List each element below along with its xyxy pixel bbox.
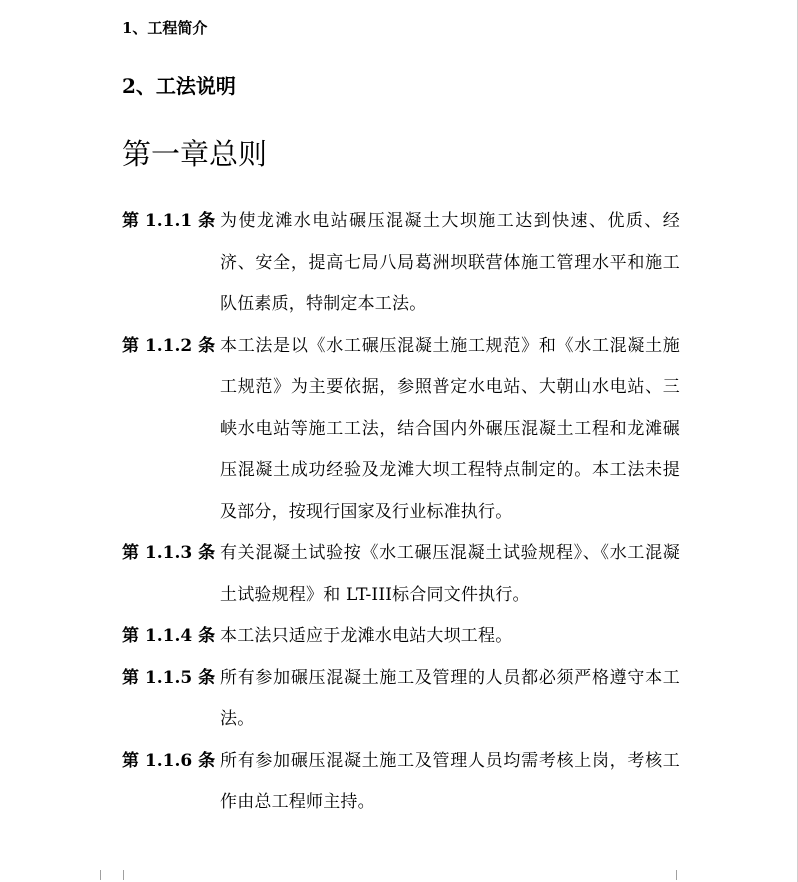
article-text: 本工法是以《水工碾压混凝土施工规范》和《水工混凝土施工规范》为主要依据，参照普定水电站、大朝山水电站、三峡水电站等施工工法，结合国内外碾压混凝土工程和龙滩碾压混凝土成功经验及龙滩大坝工程特点制定的。本工法未提及部分，按现行国家及行业标准执行。 [220,335,680,522]
article-label: 第 1.1.5 条 [122,667,216,688]
page-corner-mark-left [100,870,124,880]
article-list [122,201,682,824]
article-text: 所有参加碾压混凝土施工及管理人员均需考核上岗，考核工作由总工程师主持。 [220,750,680,812]
article-label: 第 1.1.1 条 [122,211,216,231]
article-1-1-1 [122,201,682,326]
chapter-title: 第一章总则 [122,137,268,171]
article-1-1-5 [122,658,682,741]
article-1-1-6 [122,741,682,824]
article-1-1-3 [122,533,682,616]
article-label: 第 1.1.2 条 [122,335,216,356]
article-label: 第 1.1.6 条 [122,750,216,771]
article-text: 有关混凝土试验按《水工碾压混凝土试验规程》、《水工混凝土试验规程》和 LT-III标合同文件执行。 [220,543,680,605]
article-text: 所有参加碾压混凝土施工及管理的人员都必须严格遵守本工法。 [220,667,680,729]
article-1-1-4 [122,616,682,658]
article-label: 第 1.1.3 条 [122,543,216,563]
article-text: 本工法只适应于龙滩水电站大坝工程。 [220,626,513,646]
article-text: 为使龙滩水电站碾压混凝土大坝施工达到快速、优质、经济、安全，提高七局八局葛洲坝联营体施工管理水平和施工队伍素质，特制定本工法。 [220,211,680,314]
section-heading-project-intro: 1、工程简介 [122,19,208,37]
article-1-1-2 [122,326,682,534]
page-corner-mark-right [676,870,699,880]
article-label: 第 1.1.4 条 [122,626,216,646]
section-heading-method-description: 2、工法说明 [122,74,236,98]
